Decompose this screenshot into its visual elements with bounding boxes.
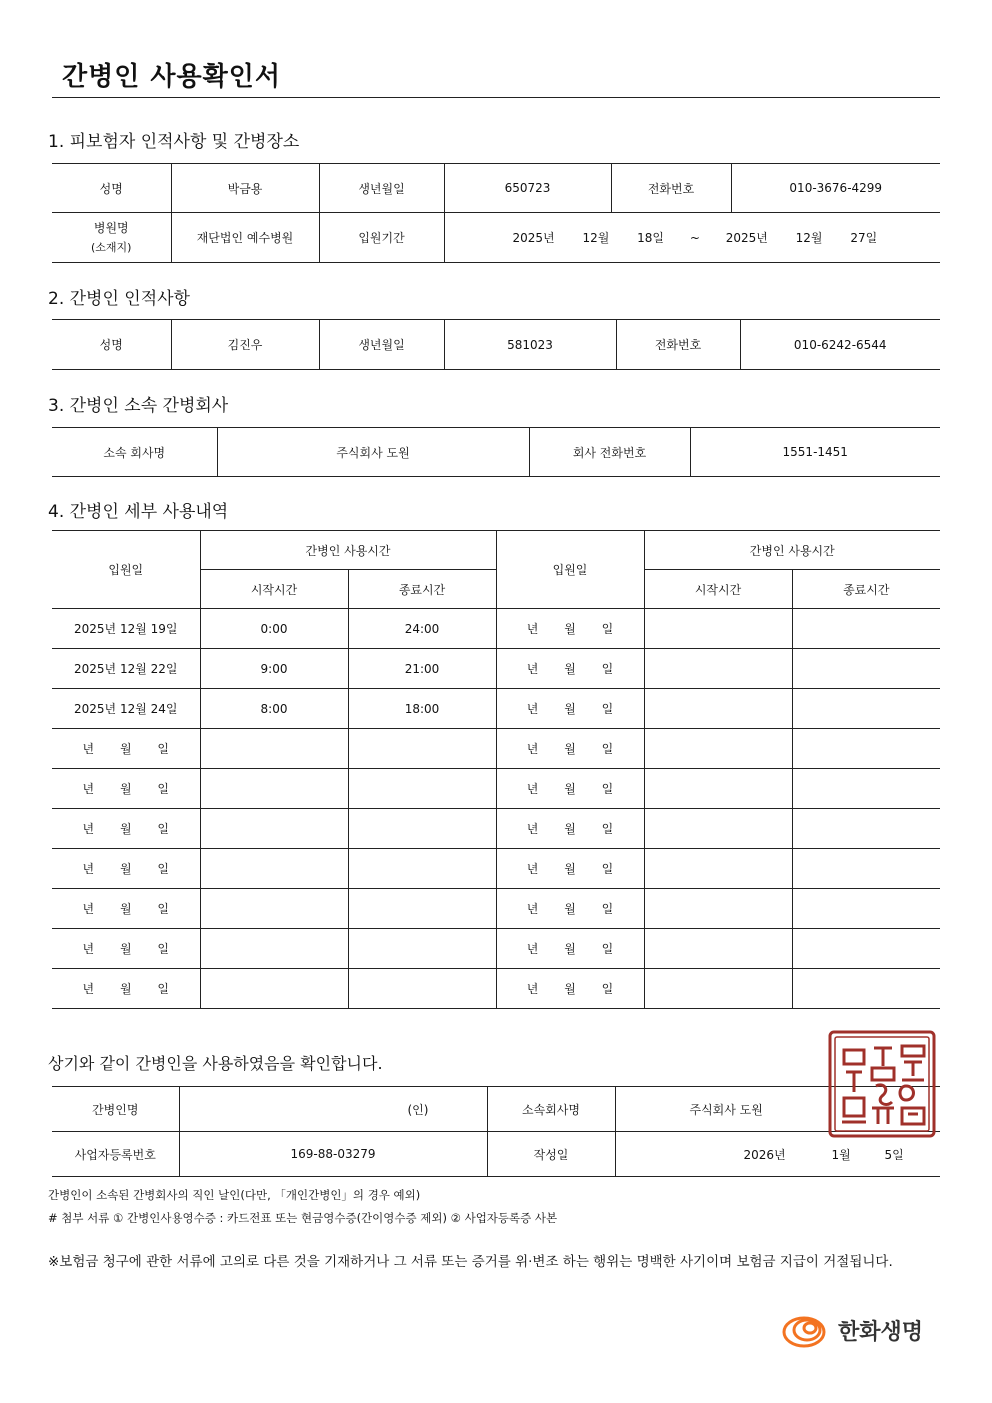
company-name-label: 소속 회사명 [52, 428, 217, 477]
usage-date-right [496, 809, 644, 849]
caregiver-phone: 010-6242-6544 [740, 320, 940, 370]
caregiver-name-label: 성명 [52, 320, 171, 370]
usage-start-right [644, 649, 792, 689]
usage-end-right [792, 809, 940, 849]
usage-date-left [52, 929, 200, 969]
blank-date-text: 년 월 일 [526, 622, 614, 636]
usage-row [52, 769, 940, 809]
hospital-sub-label: (소재지) [91, 240, 132, 254]
period-separator: ~ [689, 231, 700, 245]
section-2-heading: 2. 간병인 인적사항 [48, 289, 190, 309]
usage-start-left: 9:00 [200, 649, 348, 689]
usage-end-header-left: 종료시간 [348, 570, 496, 609]
company-name: 주식회사 도원 [217, 428, 529, 477]
hanwha-logo [780, 1310, 923, 1350]
blank-date-text: 년 월 일 [526, 702, 614, 716]
company-phone: 1551-1451 [690, 428, 940, 477]
usage-time-header-left: 간병인 사용시간 [200, 531, 496, 570]
usage-end-right [792, 849, 940, 889]
caregiver-table [52, 319, 940, 370]
hospital-label: 병원명 [93, 220, 129, 235]
usage-row [52, 729, 940, 769]
usage-start-left [200, 849, 348, 889]
usage-date-right [496, 649, 644, 689]
usage-start-left: 0:00 [200, 609, 348, 649]
usage-end-left: 21:00 [348, 649, 496, 689]
caregiver-phone-label: 전화번호 [616, 320, 740, 370]
usage-end-right [792, 609, 940, 649]
fraud-warning: ※보험금 청구에 관한 서류에 고의로 다른 것을 기재하거나 그 서류 또는 증거를 위·변조 하는 행위는 명백한 사기이며 보험금 지급이 거절됩니다. [48, 1254, 893, 1270]
blank-date-text: 년 월 일 [82, 982, 169, 996]
blank-date-text: 년 월 일 [526, 822, 614, 836]
usage-start-left [200, 729, 348, 769]
usage-date-left [52, 769, 200, 809]
usage-date-right [496, 929, 644, 969]
blank-date-text: 년 월 일 [526, 782, 614, 796]
insured-phone: 010-3676-4299 [731, 164, 940, 213]
usage-row [52, 609, 940, 649]
usage-start-left [200, 809, 348, 849]
usage-date-left [52, 849, 200, 889]
company-seal-icon [826, 1028, 938, 1140]
usage-date-right [496, 889, 644, 929]
seal-mark: (인) [407, 1102, 429, 1117]
insured-name-label: 성명 [52, 164, 171, 213]
usage-end-left: 24:00 [348, 609, 496, 649]
section-4-heading: 4. 간병인 세부 사용내역 [48, 502, 229, 522]
usage-start-right [644, 809, 792, 849]
written-day: 5일 [884, 1147, 904, 1162]
section-3-heading: 3. 간병인 소속 간병회사 [48, 396, 229, 416]
period-value-cell [444, 213, 940, 263]
usage-end-right [792, 729, 940, 769]
usage-end-right [792, 889, 940, 929]
usage-end-header-right: 종료시간 [792, 570, 940, 609]
usage-date-right [496, 769, 644, 809]
insured-birth: 650723 [444, 164, 611, 213]
usage-date-header-right: 입원일 [496, 531, 644, 609]
usage-start-header-right: 시작시간 [644, 570, 792, 609]
confirm-caregiver-cell [179, 1087, 487, 1132]
biz-no-label: 사업자등록번호 [52, 1132, 179, 1177]
usage-start-right [644, 689, 792, 729]
hospital-name: 재단법인 예수병원 [171, 213, 319, 263]
company-table [52, 427, 940, 477]
usage-time-header-right: 간병인 사용시간 [644, 531, 940, 570]
confirm-caregiver-label: 간병인명 [52, 1087, 179, 1132]
usage-start-header-left: 시작시간 [200, 570, 348, 609]
usage-row [52, 929, 940, 969]
blank-date-text: 년 월 일 [526, 742, 614, 756]
note-seal: 간병인이 소속된 간병회사의 직인 날인(다만, 「개인간병인」의 경우 예외) [48, 1188, 421, 1202]
usage-end-right [792, 769, 940, 809]
blank-date-text: 년 월 일 [82, 942, 169, 956]
caregiver-birth-label: 생년월일 [319, 320, 444, 370]
period-start: 2025년 12월 18일 [512, 231, 664, 245]
usage-start-left [200, 969, 348, 1009]
usage-start-left: 8:00 [200, 689, 348, 729]
usage-end-right [792, 649, 940, 689]
usage-row [52, 649, 940, 689]
hospital-label-cell [52, 213, 171, 263]
usage-start-right [644, 889, 792, 929]
blank-date-text: 년 월 일 [526, 982, 614, 996]
blank-date-text: 년 월 일 [526, 942, 614, 956]
usage-row [52, 689, 940, 729]
written-date-label: 작성일 [487, 1132, 615, 1177]
usage-row [52, 809, 940, 849]
usage-start-right [644, 609, 792, 649]
usage-end-left [348, 849, 496, 889]
confirm-company: 주식회사 도원 [689, 1102, 763, 1117]
written-month: 1월 [831, 1147, 851, 1162]
usage-row [52, 889, 940, 929]
hanwha-flame-icon [780, 1310, 832, 1350]
blank-date-text: 년 월 일 [82, 902, 169, 916]
note-attachments: # 첨부 서류 ① 간병인사용영수증 : 카드전표 또는 현금영수증(간이영수증 제외) ② 사업자등록증 사본 [48, 1211, 558, 1225]
usage-start-right [644, 849, 792, 889]
usage-end-left [348, 769, 496, 809]
insured-name: 박금용 [171, 164, 319, 213]
usage-end-left [348, 929, 496, 969]
usage-end-left [348, 809, 496, 849]
usage-date-right [496, 849, 644, 889]
usage-date-left [52, 729, 200, 769]
insured-birth-label: 생년월일 [319, 164, 444, 213]
usage-date-left [52, 809, 200, 849]
caregiver-name: 김진우 [171, 320, 319, 370]
usage-end-left [348, 729, 496, 769]
period-end: 2025년 12월 27일 [725, 231, 878, 245]
usage-end-right [792, 929, 940, 969]
written-year: 2026년 [743, 1147, 786, 1162]
usage-date-right [496, 969, 644, 1009]
biz-no: 169-88-03279 [179, 1132, 487, 1177]
usage-end-right [792, 689, 940, 729]
usage-date-left [52, 969, 200, 1009]
usage-date-right [496, 689, 644, 729]
usage-end-left [348, 969, 496, 1009]
usage-start-left [200, 769, 348, 809]
title-divider [52, 97, 940, 98]
section-1-heading: 1. 피보험자 인적사항 및 간병장소 [48, 132, 300, 152]
page-title: 간병인 사용확인서 [62, 62, 281, 92]
insured-phone-label: 전화번호 [611, 164, 731, 213]
usage-start-right [644, 969, 792, 1009]
usage-date-left [52, 889, 200, 929]
confirm-company-label: 소속회사명 [487, 1087, 615, 1132]
usage-start-right [644, 929, 792, 969]
period-label: 입원기간 [319, 213, 444, 263]
blank-date-text: 년 월 일 [82, 822, 169, 836]
usage-date-left: 2025년 12월 22일 [52, 649, 200, 689]
blank-date-text: 년 월 일 [526, 902, 614, 916]
blank-date-text: 년 월 일 [82, 862, 169, 876]
usage-row [52, 969, 940, 1009]
usage-date-right [496, 609, 644, 649]
usage-date-left: 2025년 12월 19일 [52, 609, 200, 649]
usage-end-left: 18:00 [348, 689, 496, 729]
confirm-statement: 상기와 같이 간병인을 사용하였음을 확인합니다. [48, 1054, 383, 1073]
usage-date-right [496, 729, 644, 769]
usage-row [52, 849, 940, 889]
usage-start-left [200, 889, 348, 929]
caregiver-birth: 581023 [444, 320, 616, 370]
usage-end-left [348, 889, 496, 929]
blank-date-text: 년 월 일 [526, 662, 614, 676]
usage-start-left [200, 929, 348, 969]
company-phone-label: 회사 전화번호 [529, 428, 690, 477]
confirm-table [52, 1086, 940, 1177]
usage-table [52, 530, 940, 1009]
blank-date-text: 년 월 일 [82, 782, 169, 796]
blank-date-text: 년 월 일 [526, 862, 614, 876]
usage-date-header-left: 입원일 [52, 531, 200, 609]
usage-end-right [792, 969, 940, 1009]
brand-name: 한화생명 [838, 1319, 924, 1345]
blank-date-text: 년 월 일 [82, 742, 169, 756]
usage-date-left: 2025년 12월 24일 [52, 689, 200, 729]
usage-start-right [644, 769, 792, 809]
usage-start-right [644, 729, 792, 769]
insured-table [52, 163, 940, 263]
